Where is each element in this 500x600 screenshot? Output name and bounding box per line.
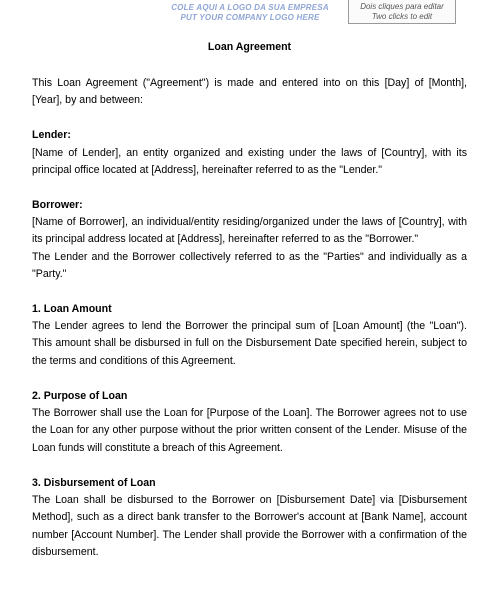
company-logo-placeholder[interactable] [158, 3, 342, 23]
intro-paragraph: This Loan Agreement ("Agreement") is made and entered into on this [Day] of [Month], [Year], by and between: [32, 77, 467, 107]
logo-placeholder-line-2: PUT YOUR COMPANY LOGO HERE [180, 13, 320, 22]
edit-hint-line-1: Dois cliques para editar [360, 2, 444, 11]
lender-heading: Lender: [32, 129, 71, 141]
lender-paragraph: [Name of Lender], an entity organized and existing under the laws of [Country], with its principal office located at [Address], hereinafter referred to as the "Lender." [32, 147, 467, 177]
section-1-paragraph: The Lender agrees to lend the Borrower the principal sum of [Loan Amount] (the "Loan"). This amount shall be disbursed in full on the Disbursement Date specified herein, subject to the terms and conditions of this Agreement. [32, 320, 467, 367]
document-title: Loan Agreement [207, 41, 292, 53]
borrower-heading: Borrower: [32, 199, 83, 211]
section-3-heading: 3. Disbursement of Loan [32, 477, 156, 489]
section-1-heading: 1. Loan Amount [32, 303, 112, 315]
logo-placeholder-line-1: COLE AQUI A LOGO DA SUA EMPRESA [171, 3, 329, 12]
section-2-heading: 2. Purpose of Loan [32, 390, 128, 402]
parties-paragraph: The Lender and the Borrower collectively referred to as the "Parties" and individually as a "Party." [32, 251, 467, 281]
section-3-paragraph: The Loan shall be disbursed to the Borrower on [Disbursement Date] via [Disbursement Method], such as a direct bank transfer to the Borrower's account at [Bank Name], account number [Account Number]. The Lender shall provide the Borrower with a confirmation of the disbursement. [32, 494, 467, 559]
edit-hint-line-2: Two clicks to edit [371, 12, 433, 21]
section-2-paragraph: The Borrower shall use the Loan for [Purpose of the Loan]. The Borrower agrees not to use the Loan for any other purpose without the prior written consent of the Lender. Misuse of the Loan funds will constitute a breach of this Agreement. [32, 407, 467, 454]
edit-hint-box[interactable] [348, 0, 456, 24]
borrower-paragraph: [Name of Borrower], an individual/entity residing/organized under the laws of [Country], with its principal address located at [Address], hereinafter referred to as the "Borrower." [32, 216, 467, 246]
